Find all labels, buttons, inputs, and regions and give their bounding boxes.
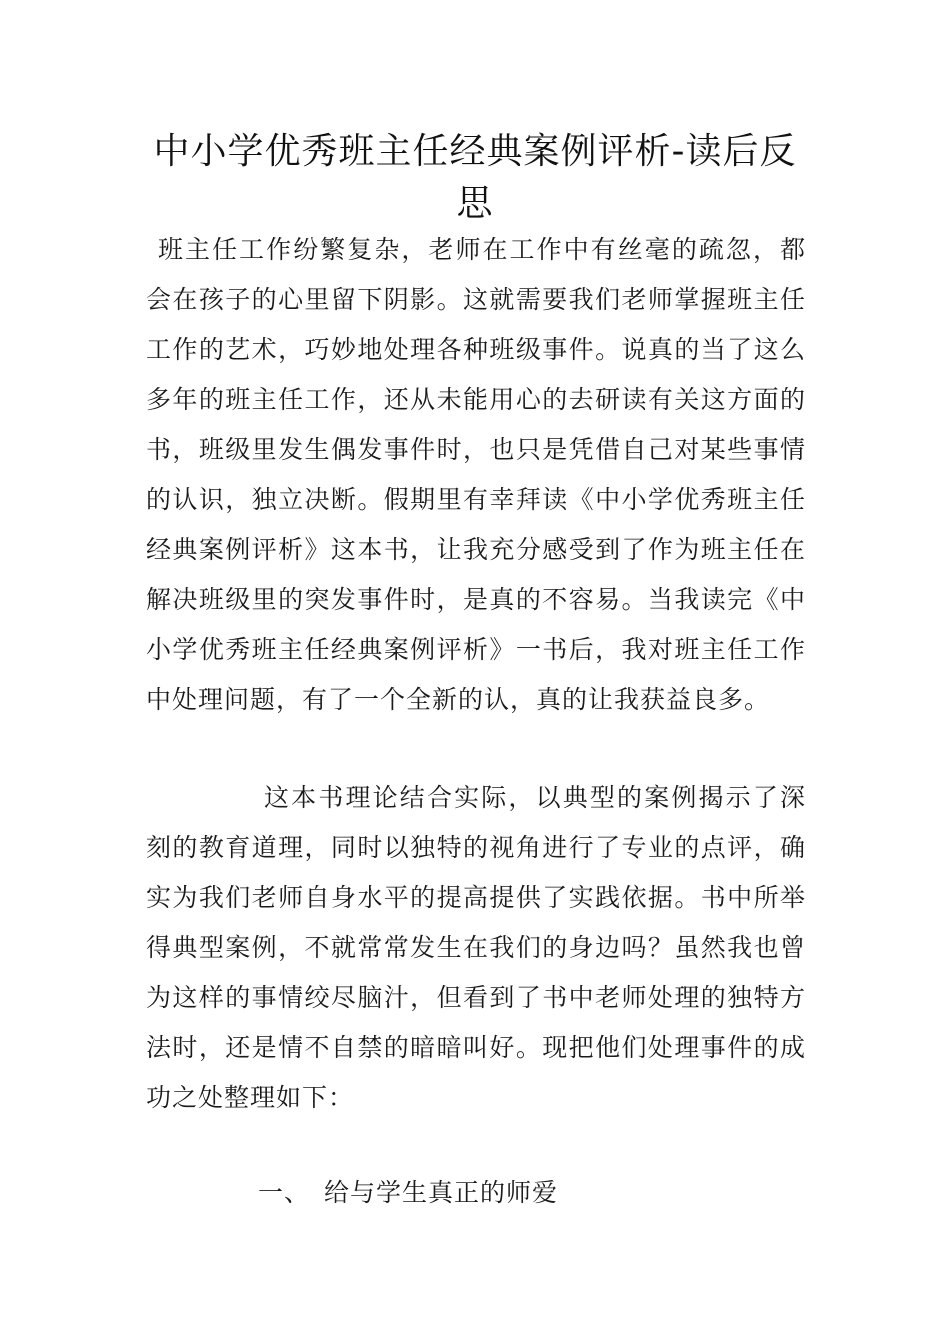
section-heading-text: 给与学生真正的师爱 [324, 1178, 559, 1207]
section-number: 一、 [258, 1178, 311, 1207]
document-title: 中小学优秀班主任经典案例评析-读后反思 [153, 131, 797, 224]
body-paragraph-2: 这本书理论结合实际，以典型的案例揭示了深刻的教育道理，同时以独特的视角进行了专业的点评，确实为我们老师自身水平的提高提供了实践依据。书中所举得典型案例，不就常常发生在我们的身边吗？虽然我也曾为这样的事情绞尽脑汁，但看到了书中老师处理的独特方法时，还是情不自禁的暗暗叫好。现把他们处理事件的成功之处整理如下： [146, 783, 806, 1112]
body-paragraph-1: 班主任工作纷繁复杂，老师在工作中有丝毫的疏忽，都会在孩子的心里留下阴影。这就需要我们老师掌握班主任工作的艺术，巧妙地处理各种班级事件。说真的当了这么多年的班主任工作，还从未能用心的去研读有关这方面的书，班级里发生偶发事件时，也只是凭借自己对某些事情的认识，独立决断。假期里有幸拜读《中小学优秀班主任经典案例评析》这本书，让我充分感受到了作为班主任在解决班级里的突发事件时，是真的不容易。当我读完《中小学优秀班主任经典案例评析》一书后，我对班主任工作中处理问题，有了一个全新的认，真的让我获益良多。 [146, 235, 806, 714]
section-heading [258, 1168, 558, 1218]
